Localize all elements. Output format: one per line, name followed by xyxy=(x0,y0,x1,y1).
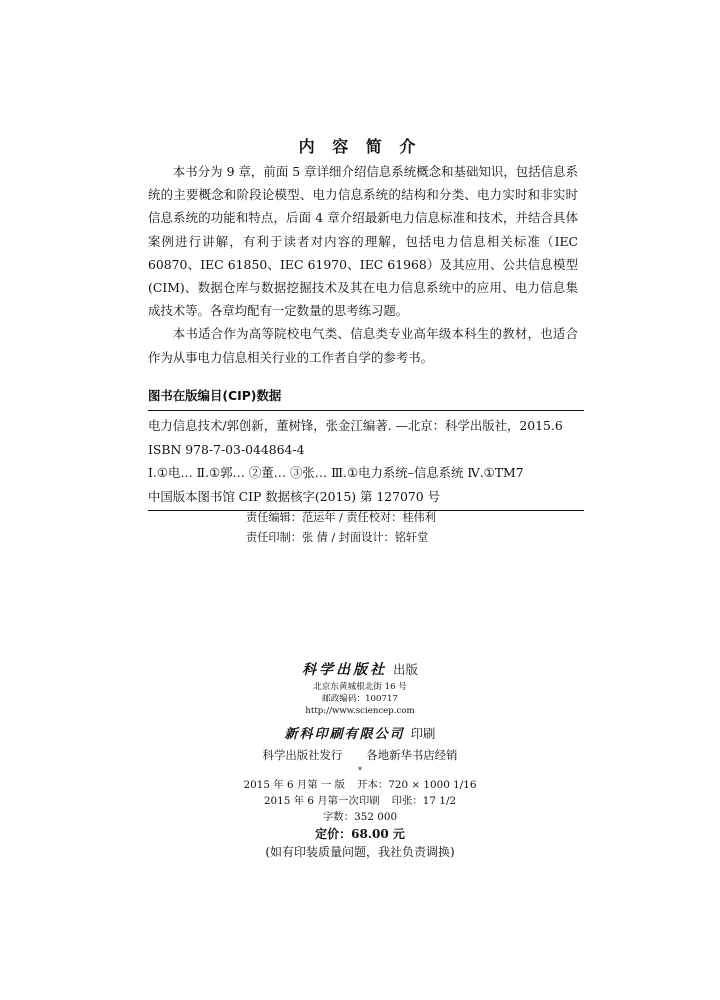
edition: 2015 年 6 月第 一 版 xyxy=(243,779,346,791)
format: 开本：720 × 1000 1/16 xyxy=(357,779,477,791)
cip-line: ISBN 978-7-03-044864-4 xyxy=(148,441,305,457)
price: 定价：68.00 元 xyxy=(315,827,405,841)
printing: 2015 年 6 月第一次印刷 xyxy=(263,795,380,807)
imprint xyxy=(0,659,720,861)
publisher-logo: 科学出版社 xyxy=(302,662,388,678)
summary-paragraph: 本书分为 9 章，前面 5 章详细介绍信息系统概念和基础知识，包括信息系统的主要概念和阶段论模型、电力信息系统的结构和分类、电力实时和非实时信息系统的功能和特点，后面 4 章介绍最新电力信息标准和技术，并结合具体案例进行讲解，有利于读者对内容的理解，包括电力信息相关标准（IEC 60870、IEC 61850、IEC 61970、IEC 61968）及其应用、公共信息模型(CIM)、数据仓库与数据挖掘技术及其在电力信息系统中的应用、电力信息集成技术等。各章均配有一定数量的思考练习题。 xyxy=(148,164,578,319)
word-count: 字数：352 000 xyxy=(322,811,398,823)
cip-line: Ⅰ.①电… Ⅱ.①郭… ②董… ③张… Ⅲ.①电力系统–信息系统 Ⅳ.①TM7 xyxy=(148,465,524,480)
distributor: 科学出版社发行 xyxy=(262,748,343,762)
printer-logo: 新科印刷有限公司 xyxy=(284,727,405,742)
quality-note: (如有印装质量问题，我社负责调换) xyxy=(265,845,455,859)
cip-block xyxy=(148,386,584,511)
printing-row xyxy=(0,793,720,809)
cip-line: 中国版本图书馆 CIP 数据核字(2015) 第 127070 号 xyxy=(148,488,440,504)
staff-credits xyxy=(246,508,436,548)
cip-title: 图书在版编目(CIP)数据 xyxy=(148,386,584,411)
publisher-address: 北京东黄城根北街 16 号 xyxy=(313,682,407,692)
sheets: 印张：17 1/2 xyxy=(391,795,457,807)
summary-paragraph: 本书适合作为高等院校电气类、信息类专业高年级本科生的教材，也适合作为从事电力信息相关行业的工作者自学的参考书。 xyxy=(148,326,578,365)
printer-suffix: 印刷 xyxy=(410,726,436,741)
staff-line: 责任编辑：范运年 / 责任校对：桂伟利 xyxy=(246,511,436,524)
printer-row xyxy=(0,723,720,745)
cip-line: 电力信息技术/郭创新，董树锋，张金江编著. —北京：科学出版社，2015.6 xyxy=(148,418,563,433)
distribution-row xyxy=(0,745,720,765)
staff-line: 责任印制：张 倩 / 封面设计：铭轩堂 xyxy=(246,531,429,544)
sellers: 各地新华书店经销 xyxy=(366,748,458,762)
publisher-suffix: 出版 xyxy=(393,662,418,677)
summary-title: 内 容 简 介 xyxy=(298,137,422,156)
summary-text xyxy=(148,160,578,369)
edition-row xyxy=(0,777,720,793)
publisher-url: http://www.sciencep.com xyxy=(305,706,415,716)
publisher-postcode: 邮政编码：100717 xyxy=(322,694,398,704)
separator-star: * xyxy=(358,766,362,775)
publisher-row xyxy=(0,659,720,681)
